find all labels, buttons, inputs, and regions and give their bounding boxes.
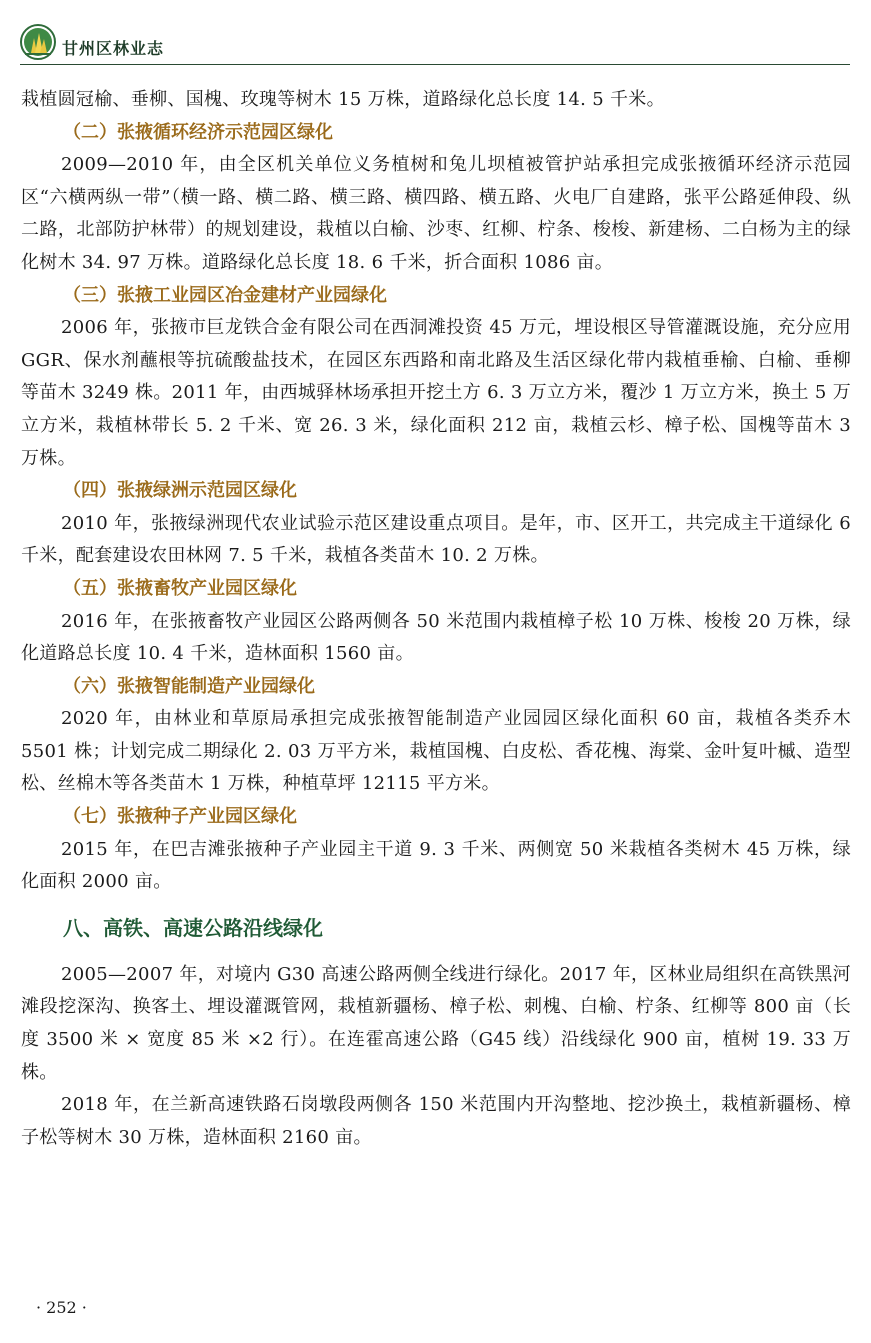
intro-paragraph: 栽植圆冠榆、垂柳、国槐、玫瑰等树木 15 万株，道路绿化总长度 14. 5 千米。	[21, 89, 665, 110]
subsection-heading: （六）张掖智能制造产业园绿化	[63, 675, 315, 697]
paragraph: 2009—2010 年，由全区机关单位义务植树和兔儿坝植被管护站承担完成张掖循环经济示范园区“六横两纵一带”（横一路、横二路、横三路、横四路、横五路、火电厂自建路，张平公路延伸段、纵二路，北部防护林带）的规划建设，栽植以白榆、沙枣、红柳、柠条、梭梭、新建杨、二白杨为主的绿化树木 34. 97 万株。道路绿化总长度 18. 6 千米，折合面积 1086 亩。	[21, 154, 851, 273]
subsection-heading: （五）张掖畜牧产业园区绿化	[63, 577, 297, 599]
subsection-heading: （三）张掖工业园区冶金建材产业园绿化	[63, 284, 387, 306]
paragraph: 2016 年，在张掖畜牧产业园区公路两侧各 50 米范围内栽植樟子松 10 万株、梭梭 20 万株，绿化道路总长度 10. 4 千米，造林面积 1560 亩。	[21, 610, 851, 665]
paragraph: 2005—2007 年，对境内 G30 高速公路两侧全线进行绿化。2017 年，区林业局组织在高铁黑河滩段挖深沟、换客土、埋设灌溉管网，栽植新疆杨、樟子松、刺槐、白榆、柠条、红柳等 800 亩（长度 3500 米 × 宽度 85 米 ×2 行）。在连霍高速公路（G45 线）沿线绿化 900 亩，植树 19. 33 万株。	[21, 963, 851, 1083]
subsection-heading: （四）张掖绿洲示范园区绿化	[63, 480, 297, 502]
paragraph: 2018 年，在兰新高速铁路石岗墩段两侧各 150 米范围内开沟整地、挖沙换土，栽植新疆杨、樟子松等树木 30 万株，造林面积 2160 亩。	[21, 1094, 851, 1148]
paragraph: 2015 年，在巴吉滩张掖种子产业园主干道 9. 3 千米、两侧宽 50 米栽植各类树木 45 万株，绿化面积 2000 亩。	[21, 838, 851, 893]
page-header	[20, 22, 850, 65]
paragraph: 2010 年，张掖绿洲现代农业试验示范区建设重点项目。是年，市、区开工，共完成主干道绿化 6 千米，配套建设农田林网 7. 5 千米，栽植各类苗木 10. 2 万株。	[21, 512, 851, 567]
forest-trees-icon	[20, 24, 56, 60]
book-title: 甘州区林业志	[62, 39, 165, 58]
paragraph: 2006 年，张掖市巨龙铁合金有限公司在西洞滩投资 45 万元，埋设根区导管灌溉设施，充分应用 GGR、保水剂蘸根等抗硫酸盐技术，在园区东西路和南北路及生活区绿化带内栽植垂榆、白榆、垂柳等苗木 3249 株。2011 年，由西城驿林场承担开挖土方 6. 3 万立方米，覆沙 1 万立方米，换土 5 万立方米，栽植林带长 5. 2 千米、宽 26. 3 米，绿化面积 212 亩，栽植云杉、樟子松、国槐等苗木 3 万株。	[21, 317, 851, 469]
paragraph: 2020 年，由林业和草原局承担完成张掖智能制造产业园园区绿化面积 60 亩，栽植各类乔木 5501 株；计划完成二期绿化 2. 03 万平方米，栽植国槐、白皮松、香花槐、海棠、金叶复叶槭、造型松、丝棉木等各类苗木 1 万株，种植草坪 12115 平方米。	[21, 708, 851, 795]
subsection-heading: （七）张掖种子产业园区绿化	[63, 806, 297, 828]
page-number: · 252 ·	[36, 1298, 87, 1317]
page-content	[21, 84, 851, 1154]
section-heading: 八、高铁、高速公路沿线绿化	[63, 915, 323, 940]
subsection-heading: （二）张掖循环经济示范园区绿化	[63, 121, 333, 143]
